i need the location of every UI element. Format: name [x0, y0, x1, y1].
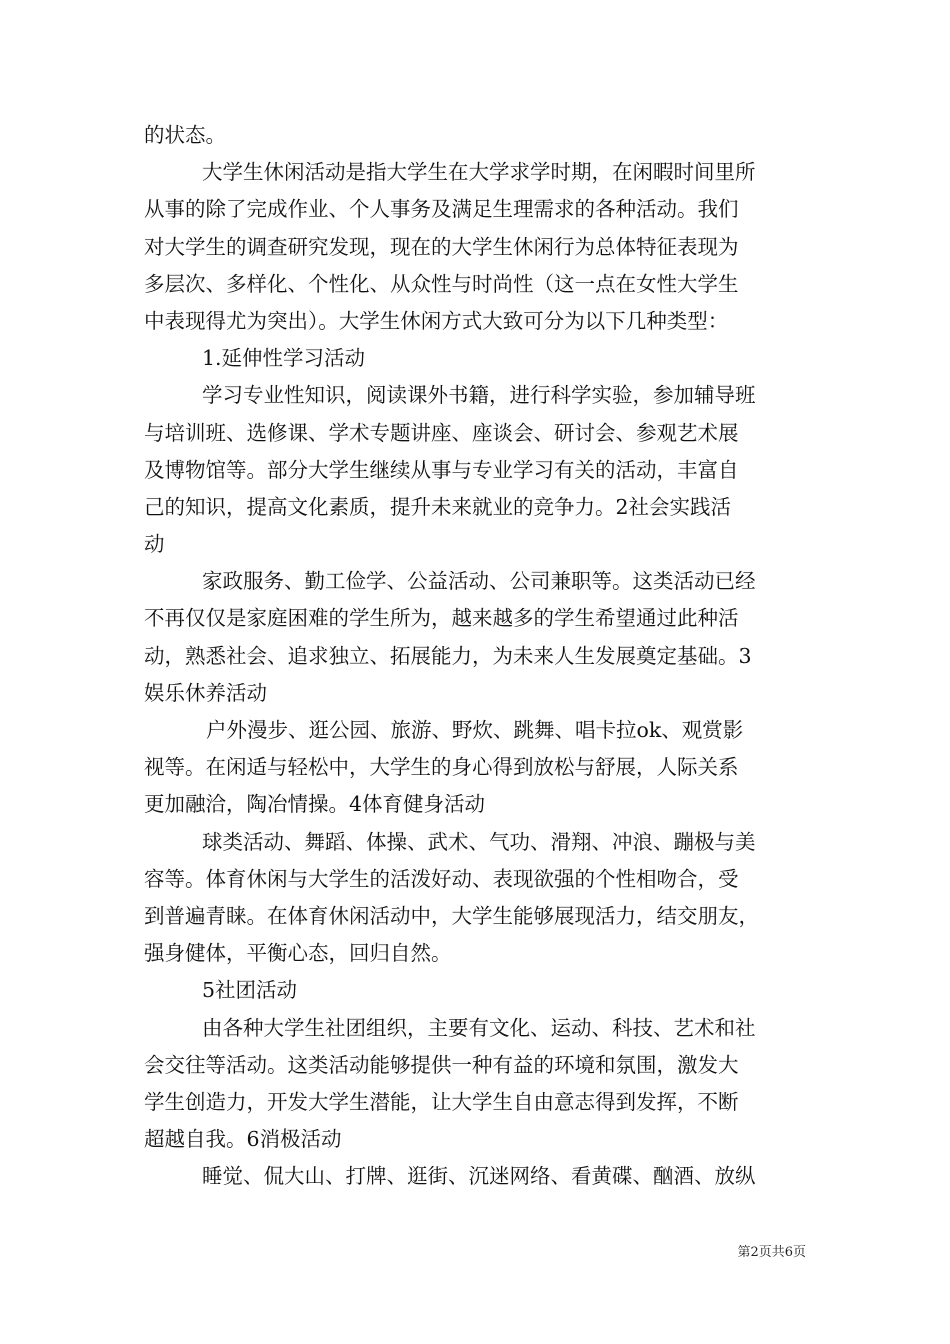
text-line: 容等。体育休闲与大学生的活泼好动、表现欲强的个性相吻合，受: [144, 866, 739, 891]
paragraph-first-line: 学习专业性知识，阅读课外书籍，进行科学实验，参加辅导班: [202, 383, 756, 408]
text-line: 中表现得尤为突出）。大学生休闲方式大致可分为以下几种类型：: [144, 308, 729, 333]
section-heading: 5社团活动: [202, 978, 298, 1003]
text-line: 到普遍青睐。在体育休闲活动中，大学生能够展现活力，结交朋友，: [144, 903, 759, 928]
text-line: 动，熟悉社会、追求独立、拓展能力，为未来人生发展奠定基础。3: [144, 643, 752, 668]
paragraph-first-line: 家政服务、勤工俭学、公益活动、公司兼职等。这类活动已经: [202, 569, 756, 594]
text-line: 超越自我。6消极活动: [144, 1127, 342, 1152]
text-line: 与培训班、选修课、学术专题讲座、座谈会、研讨会、参观艺术展: [144, 420, 739, 445]
paragraph-first-line: 户外漫步、逛公园、旅游、野炊、跳舞、唱卡拉ok、观赏影: [206, 718, 744, 742]
text-line: 强身健体，平衡心态，回归自然。: [144, 941, 452, 966]
text-line: 娱乐休养活动: [144, 680, 267, 705]
text-line: 多层次、多样化、个性化、从众性与时尚性（这一点在女性大学生: [144, 271, 739, 296]
paragraph-first-line: 球类活动、舞蹈、体操、武术、气功、滑翔、冲浪、蹦极与美: [202, 829, 756, 854]
section-heading: 1.延伸性学习活动: [202, 346, 366, 371]
text-line: 更加融洽，陶冶情操。4体育健身活动: [144, 792, 486, 817]
text-line: 会交往等活动。这类活动能够提供一种有益的环境和氛围，激发大: [144, 1052, 739, 1077]
text-line: 不再仅仅是家庭困难的学生所为，越来越多的学生希望通过此种活: [144, 606, 739, 631]
paragraph-first-line: 睡觉、侃大山、打牌、逛街、沉迷网络、看黄碟、酗酒、放纵: [202, 1164, 756, 1189]
text-line: 从事的除了完成作业、个人事务及满足生理需求的各种活动。我们: [144, 197, 739, 222]
text-line: 动: [144, 532, 165, 557]
page-number: 第2页共6页: [737, 1245, 806, 1260]
text-line: 视等。在闲适与轻松中，大学生的身心得到放松与舒展，人际关系: [144, 755, 739, 780]
paragraph-first-line: 由各种大学生社团组织，主要有文化、运动、科技、艺术和社: [202, 1015, 756, 1040]
text-line: 己的知识，提高文化素质，提升未来就业的竞争力。2社会实践活: [144, 494, 732, 519]
paragraph-first-line: 大学生休闲活动是指大学生在大学求学时期，在闲暇时间里所: [202, 160, 756, 185]
text-line: 学生创造力，开发大学生潜能，让大学生自由意志得到发挥，不断: [144, 1089, 739, 1114]
text-line: 的状态。: [144, 123, 226, 147]
document-body: [144, 117, 808, 1195]
text-line: 及博物馆等。部分大学生继续从事与专业学习有关的活动，丰富自: [144, 457, 739, 482]
text-line: 对大学生的调查研究发现，现在的大学生休闲行为总体特征表现为: [144, 234, 739, 259]
